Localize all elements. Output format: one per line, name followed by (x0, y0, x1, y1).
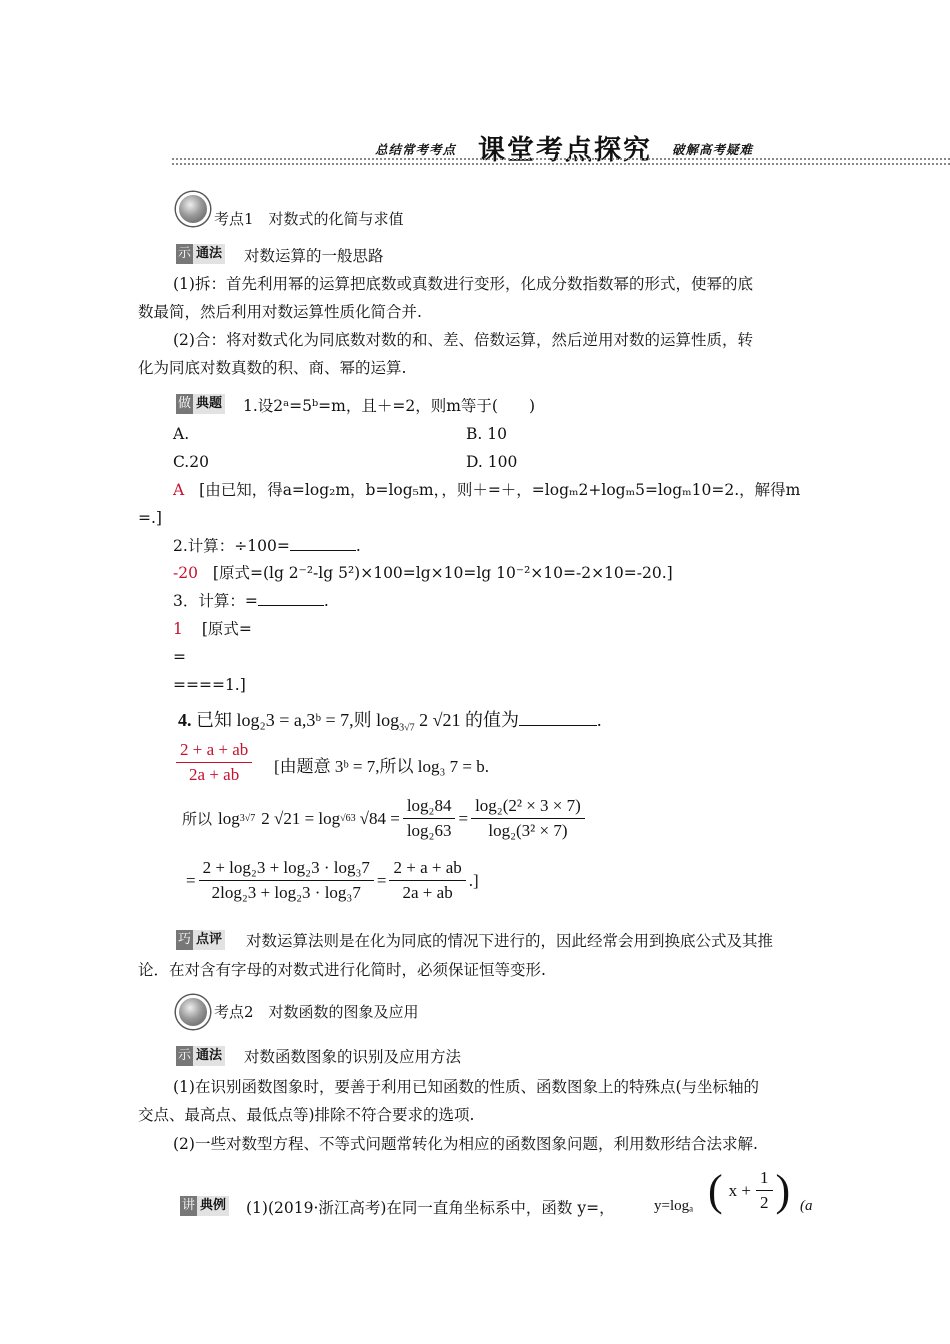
answer-4-f1 (403, 796, 456, 841)
answer-4-l2-a-base: 3√7 (239, 813, 256, 824)
lecture-q1-frac-num: 1 (756, 1168, 773, 1191)
method-label-1-a: 示 (176, 244, 193, 264)
answer-4-f3-num: 2 + log₂3 + log₂3 · log₃7 (199, 858, 374, 881)
method-label-1-b: 通法 (193, 244, 225, 264)
answer-4-f1-num: log₂84 (403, 796, 456, 819)
question-2 (173, 535, 361, 557)
lecture-q1-tail: (a (800, 1198, 813, 1214)
option-a: A. (173, 425, 190, 443)
answer-4-l2-c: √84 = (359, 808, 400, 828)
answer-2 (173, 562, 673, 584)
method-label-2-a: 示 (176, 1046, 193, 1066)
lecture-q1-frac (756, 1168, 773, 1213)
question-4-pre: 已知 (196, 710, 232, 731)
header-divider (172, 158, 950, 160)
example-label-b: 典题 (193, 394, 225, 414)
answer-4-num: 2 + a + ab (176, 740, 252, 763)
topic1-p1b: 数最简，然后利用对数运算性质化简合并. (138, 303, 422, 321)
option-c: C.20 (173, 453, 209, 471)
question-3-text: 3．计算：= (173, 592, 258, 610)
answer-4-close: .] (468, 870, 479, 890)
lecture-label-b: 典例 (197, 1196, 229, 1216)
answer-4-f3-den: 2log₂3 + log₂3 · log₃7 (211, 883, 361, 902)
topic1-label: 考点1 对数式的化简与求值 (214, 210, 404, 228)
method-label-2 (176, 1046, 225, 1066)
answer-4-f4 (389, 858, 465, 903)
answer-blank-4 (519, 709, 597, 726)
answer-4-text: [由题意 3ᵇ = 7,所以 log₃ 7 = b. (274, 757, 489, 776)
answer-4-equals: = (458, 808, 469, 828)
topic2-p1b: 交点、最高点、最低点等)排除不符合要求的选项. (138, 1106, 475, 1124)
header-right: 破解高考疑难 (672, 142, 754, 157)
lecture-q1-paren (708, 1165, 791, 1215)
question-3-end: . (323, 592, 329, 610)
question-4-math2: log (376, 710, 400, 730)
answer-4-f4-num: 2 + a + ab (389, 858, 465, 881)
answer-4-f2 (471, 796, 585, 841)
question-4-base: 3√7 (399, 722, 415, 734)
method-label-1 (176, 244, 225, 264)
method-title-2: 对数函数图象的识别及应用方法 (244, 1048, 462, 1066)
lecture-q1-math: y=logₐ (654, 1198, 694, 1214)
answer-4-l3-eq2: = (376, 870, 387, 890)
answer-1 (173, 479, 800, 501)
review-label-a: 巧 (176, 930, 193, 950)
lecture-q1: (1)(2019·浙江高考)在同一直角坐标系中，函数 y=， (246, 1199, 615, 1217)
method-title-1: 对数运算的一般思路 (244, 247, 384, 265)
review-label (176, 930, 225, 950)
topic2-badge-icon (176, 995, 210, 1029)
answer-1b: =.] (138, 509, 162, 527)
answer-4-l2-b: 2 √21 = log (261, 808, 341, 828)
answer-blank-3 (258, 591, 324, 606)
answer-4-l3-eq: = (186, 870, 196, 890)
answer-4-f2-den: log₂(3² × 7) (488, 821, 568, 840)
question-4-math3: 2 √21 (419, 710, 461, 730)
right-paren: ) (775, 1165, 791, 1215)
answer-4-key (176, 740, 252, 785)
option-d: D. 100 (466, 453, 518, 471)
answer-4-l2-b-base: √63 (340, 813, 356, 824)
answer-1-text: [由已知，得a=log₂m，b=log₅m，，则＋=＋，=logₘ2+logₘ5=logₘ10=2.，解得m (199, 481, 801, 499)
example-label (176, 394, 225, 414)
topic1-p1: (1)拆：首先利用幂的运算把底数或真数进行变形，化成分数指数幂的形式，使幂的底 (173, 275, 753, 293)
answer-4-den: 2a + ab (189, 765, 240, 784)
header-title: 课堂考点探究 (478, 135, 652, 166)
answer-3b: = (173, 648, 186, 666)
answer-4-fraction (176, 740, 252, 785)
question-4-num: 4. (178, 710, 192, 730)
review-label-b: 点评 (193, 930, 225, 950)
question-2-text: 2.计算：÷100= (173, 537, 290, 555)
answer-blank-2 (290, 536, 356, 551)
answer-3-key: 1 (173, 620, 183, 638)
topic1-p2: (2)合：将对数式化为同底数对数的和、差、倍数运算，然后逆用对数的运算性质，转 (173, 331, 753, 349)
answer-3c: ====1.] (173, 676, 246, 694)
lecture-label-a: 讲 (180, 1196, 197, 1216)
question-4-end: . (597, 710, 602, 730)
answer-2-text: [原式=(lg 2⁻²-lg 5²)×100=lg×10=lg 10⁻²×10=-2×10=-20.] (212, 564, 673, 582)
answer-4-line3 (186, 858, 479, 903)
topic2-label: 考点2 对数函数的图象及应用 (214, 1003, 419, 1021)
lecture-q1-paren-x: x + (728, 1180, 751, 1200)
answer-4-f4-den: 2a + ab (402, 883, 453, 902)
answer-4-l2-a: log (218, 808, 240, 828)
left-paren: ( (708, 1165, 723, 1215)
option-b: B. 10 (466, 425, 507, 443)
answer-4-f3 (199, 858, 374, 903)
answer-3-text: [原式= (201, 620, 252, 638)
question-4 (178, 706, 602, 734)
answer-2-key: -20 (173, 564, 198, 582)
answer-4-l2-pre: 所以 (182, 810, 213, 828)
example-label-a: 做 (176, 394, 193, 414)
question-1: 1.设2ᵃ=5ᵇ=m，且＋=2，则m等于( ) (243, 397, 536, 415)
answer-4-line2 (182, 796, 588, 841)
lecture-q1-frac-den: 2 (760, 1193, 769, 1212)
question-2-end: . (355, 537, 361, 555)
review-p1b: 论．在对含有字母的对数式进行化简时，必须保证恒等变形. (138, 961, 546, 979)
question-4-post: 的值为 (465, 710, 520, 731)
topic1-p2b: 化为同底对数真数的积、商、幂的运算. (138, 359, 407, 377)
answer-4-f1-den: log₂63 (406, 821, 452, 840)
method-label-2-b: 通法 (193, 1046, 225, 1066)
header-left: 总结常考考点 (375, 142, 457, 157)
topic2-p2: (2)一些对数型方程、不等式问题常转化为相应的函数图象问题，利用数形结合法求解. (173, 1135, 758, 1153)
answer-4-f2-num: log₂(2² × 3 × 7) (471, 796, 585, 819)
answer-1-key: A (173, 481, 185, 499)
topic2-p1: (1)在识别函数图象时，要善于利用已知函数的性质、函数图象上的特殊点(与坐标轴的 (173, 1078, 760, 1096)
review-p1: 对数运算法则是在化为同底的情况下进行的，因此经常会用到换底公式及其推 (246, 932, 774, 950)
question-4-math1: log₂3 = a,3ᵇ = 7,则 (236, 710, 372, 730)
header-divider-2 (172, 163, 950, 165)
question-3 (173, 590, 329, 612)
topic1-badge-icon (176, 192, 210, 226)
answer-3 (173, 618, 252, 640)
lecture-label (180, 1196, 229, 1216)
